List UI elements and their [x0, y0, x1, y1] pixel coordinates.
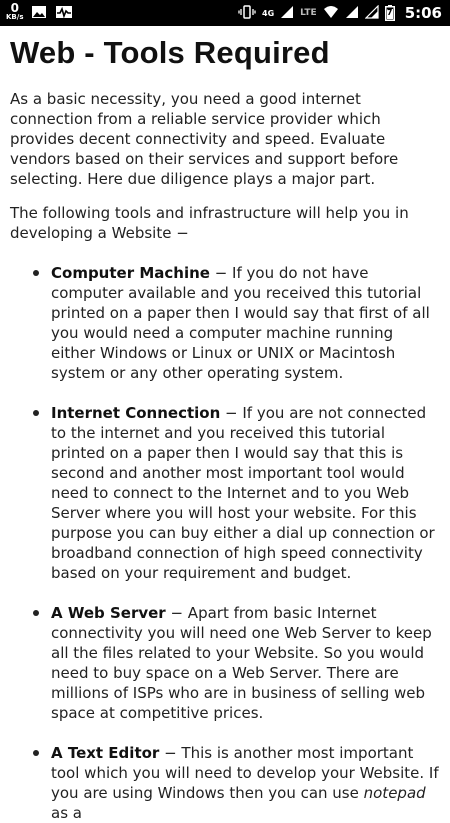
- status-bar: [0, 0, 450, 26]
- net-speed-unit: KB/s: [6, 13, 24, 21]
- article: [0, 26, 450, 823]
- list-item: [51, 263, 440, 383]
- tools-list: [10, 263, 440, 823]
- list-item-term: A Text Editor: [51, 744, 160, 762]
- list-item-text: − If you are not connected to the internet and you received this tutorial printed on a paper then I would say that this is second and another most important tool would need to connect to the Internet and to you Web Server where you will host your website. For this purpose you can buy either a dial up connection or broadband connection of high speed connectivity based on your requirement and budget.: [51, 404, 435, 582]
- signal-icon: [345, 4, 359, 23]
- list-item: [51, 403, 440, 583]
- clock: 5:06: [404, 4, 442, 22]
- list-item-text: − This is another most important tool which you will need to develop your Website. If you are using Windows then you can use: [51, 744, 439, 802]
- code-term: notepad: [363, 784, 426, 802]
- wifi-icon: [323, 4, 339, 23]
- lead-paragraph: The following tools and infrastructure will help you in developing a Website −: [10, 204, 409, 242]
- net-speed-value: 0: [10, 1, 19, 15]
- battery-icon: [385, 5, 395, 21]
- list-item: [51, 743, 440, 823]
- vibrate-icon: [238, 4, 256, 23]
- image-icon: [31, 4, 47, 23]
- page-title: Web - Tools Required: [10, 35, 330, 70]
- list-item-term: Computer Machine: [51, 264, 210, 282]
- list-item-text: − If you do not have computer available and you received this tutorial printed on a paper then I would say that first of all you would need a computer machine running either Windows or Linux or UNIX or Macintosh system or any other operating system.: [51, 264, 430, 382]
- signal-icon: [365, 4, 379, 23]
- network-type: 4G: [262, 8, 275, 18]
- list-item-term: A Web Server: [51, 604, 166, 622]
- list-item-term: Internet Connection: [51, 404, 221, 422]
- lte-label: LTE: [300, 8, 317, 18]
- net-speed-indicator: [6, 1, 24, 22]
- status-bar-left: [6, 1, 73, 23]
- list-item-text: as a: [51, 804, 82, 822]
- status-bar-right: [238, 4, 442, 23]
- signal-icon: [280, 4, 294, 23]
- battery-level: 7: [386, 8, 393, 17]
- intro-paragraph: As a basic necessity, you need a good internet connection from a reliable service provider which provides decent connectivity and speed. Evaluate vendors based on their services and support before selecting. Here due diligence plays a major part.: [10, 90, 399, 188]
- list-item: [51, 603, 440, 723]
- list-item-text: − Apart from basic Internet connectivity you will need one Web Server to keep all the files related to your Website. So you would need to buy space on a Web Server. There are millions of ISPs who are in business of selling web space at competitive prices.: [51, 604, 432, 722]
- pulse-icon: [55, 4, 73, 23]
